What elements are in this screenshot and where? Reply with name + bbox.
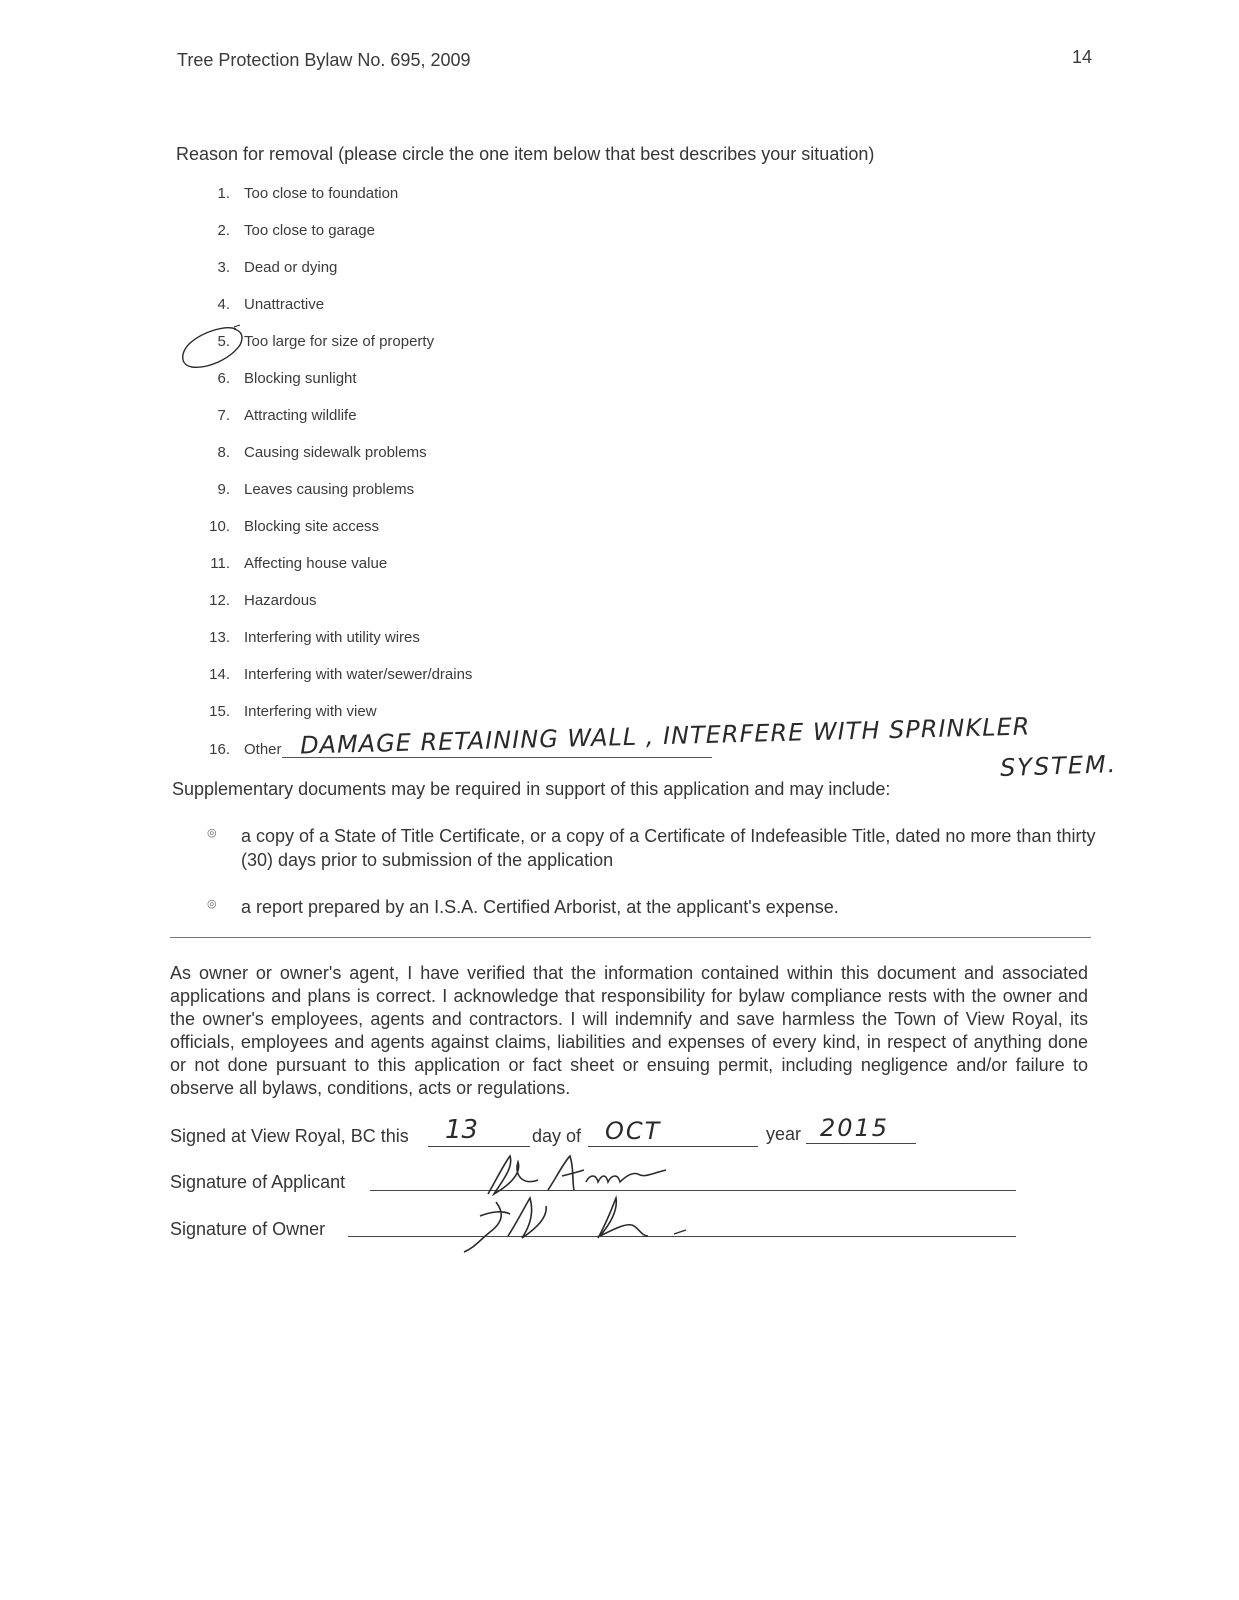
reason-label: Interfering with utility wires [244,629,420,646]
reason-number: 5. [217,333,230,350]
signed-at-row [170,1126,409,1147]
bullet-icon: ◎ [207,827,217,839]
reason-label: Interfering with view [244,703,377,720]
page-number: 14 [1072,47,1093,67]
supplementary-intro: Supplementary documents may be required in support of this application and may include: [172,779,891,799]
reason-label: Interfering with water/sewer/drains [244,666,473,683]
reason-label: Too large for size of property [244,333,435,350]
bullet-icon: ◎ [207,898,217,910]
reason-number: 1. [217,185,230,202]
reason-number: 7. [217,407,230,424]
reason-label: Hazardous [244,592,317,609]
document-header-title: Tree Protection Bylaw No. 695, 2009 [177,50,471,70]
owner-declaration: As owner or owner's agent, I have verified that the information contained within this document and associated applications and plans is correct. I acknowledge that responsibility for bylaw compliance rests with the owner and the owner's employees, agents and contractors. I will indemnify and save harmless the Town of View Royal, its officials, employees and agents against claims, liabilities and expenses of every kind, in respect of anything done or not done pursuant to this application or fact sheet or ensuing permit, including negligence and/or failure to observe all bylaws, conditions, acts or regulations. [170,963,1088,1098]
reason-label: Dead or dying [244,259,338,276]
applicant-signature-label: Signature of Applicant [170,1172,346,1192]
reasons-intro: Reason for removal (please circle the one item below that best describes your situation) [176,144,875,164]
reason-number: 14. [209,666,230,683]
reason-number: 9. [217,481,230,498]
reason-label: Too close to garage [244,222,375,239]
reason-number: 12. [209,592,230,609]
supplementary-item-text: a report prepared by an I.S.A. Certified Arborist, at the applicant's expense. [241,897,839,917]
reason-label: Too close to foundation [244,185,399,202]
reason-label: Unattractive [244,296,325,313]
day-of-label: day of [532,1126,582,1146]
reason-number: 15. [209,703,230,720]
month-handwritten-value[interactable]: OCT [605,1117,662,1145]
reason-label: Attracting wildlife [244,407,357,424]
owner-signature-label: Signature of Owner [170,1219,326,1239]
signed-at-label: Signed at View Royal, BC this [170,1126,409,1146]
applicant-signature[interactable] [470,1150,680,1202]
owner-signature[interactable] [450,1190,700,1254]
reason-label: Other [244,741,282,758]
reason-number: 4. [217,296,230,313]
other-reason-handwriting-line1[interactable]: DAMAGE RETAINING WALL , INTERFERE WITH SPRINKLER [299,712,1031,760]
reason-number: 16. [209,741,230,758]
reason-number: 2. [217,222,230,239]
day-handwritten-value[interactable]: 13 [445,1115,479,1145]
section-divider [170,937,1091,938]
month-field-line [588,1146,758,1147]
reason-number: 6. [217,370,230,387]
year-label: year [766,1124,802,1144]
other-reason-handwriting-line2[interactable]: SYSTEM. [999,749,1118,783]
reason-label: Blocking site access [244,518,380,535]
year-handwritten-value[interactable]: 2015 [820,1114,890,1142]
reason-label: Causing sidewalk problems [244,444,427,461]
applicant-signature-line [370,1190,1016,1191]
supplementary-item-text: a copy of a State of Title Certificate, or a copy of a Certificate of Indefeasible Title, dated no more than thirty (30) days prior to submission of the application [241,826,1096,870]
reason-number: 13. [209,629,230,646]
year-field-line [806,1143,916,1144]
reason-number: 3. [217,259,230,276]
reason-number: 10. [209,518,230,535]
reason-number: 8. [217,444,230,461]
reason-label: Leaves causing problems [244,481,415,498]
day-field-line [428,1146,530,1147]
reason-number: 11. [210,555,230,572]
owner-signature-line [348,1236,1016,1237]
reason-label: Affecting house value [244,555,388,572]
reason-label: Blocking sunlight [244,370,357,387]
